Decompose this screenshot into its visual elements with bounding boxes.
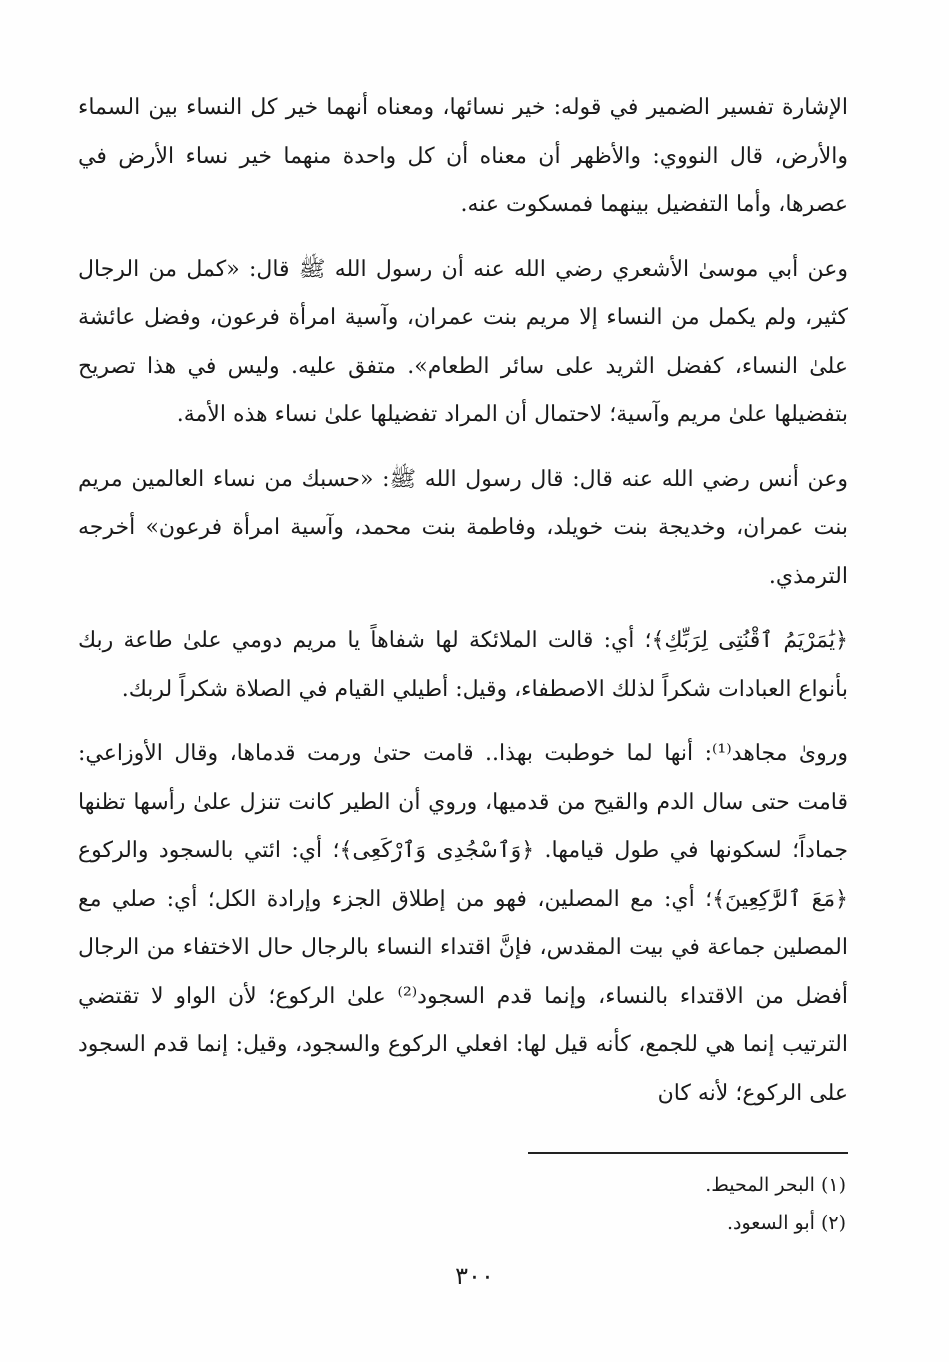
paragraph-5: وروىٰ مجاهد⁽¹⁾: أنها لما خوطبت بهذا.. قامت حتىٰ ورمت قدماها، وقال الأوزاعي: قامت حتى سال الدم والقيح من قدميها، وروي أن الطير كانت تنزل علىٰ رأسها تظنها جماداً؛ لسكونها في طول قيامها. ﴿وَٱسْجُدِى وَٱرْكَعِى﴾؛ أي: ائتي بالسجود والركوع ﴿مَعَ ٱلرَّٰكِعِينَ﴾؛ أي: مع المصلين، فهو من إطلاق الجزء وإرادة الكل؛ أي: صلي مع المصلين جماعة في بيت المقدس، فإنَّ اقتداء النساء بالرجال حال الاختفاء من الرجال أفضل من الاقتداء بالنساء، وإنما قدم السجود⁽²⁾ علىٰ الركوع؛ لأن الواو لا تقتضي الترتيب إنما هي للجمع، كأنه قيل لها: افعلي الركوع والسجود، وقيل: إنما قدم السجود على الركوع؛ لأنه كان [78, 741, 849, 1106]
footnote-divider [528, 1152, 848, 1154]
footnotes [528, 1166, 846, 1242]
page-body [78, 84, 848, 1118]
footnote-1: (١) البحر المحيط. [705, 1174, 846, 1196]
paragraph-4: ﴿يَٰمَرْيَمُ ٱقْنُتِى لِرَبِّكِ﴾؛ أي: قالت الملائكة لها شفاهاً يا مريم دومي علىٰ طاعة ربك بأنواع العبادات شكراً لذلك الاصطفاء، وقيل: أطيلي القيام في الصلاة شكراً لربك. [78, 628, 848, 702]
page-number: ٣٠٠ [455, 1262, 494, 1290]
paragraph-1: الإشارة تفسير الضمير في قوله: خير نسائها، ومعناه أنهما خير كل النساء بين السماء والأرض، قال النووي: والأظهر أن معناه أن كل واحدة منهما خير نساء الأرض في عصرها، وأما التفضيل بينهما فمسكوت عنه. [78, 95, 848, 217]
footnote-2: (٢) أبو السعود. [726, 1212, 846, 1234]
paragraph-3: وعن أنس رضي الله عنه قال: قال رسول الله ﷺ: «حسبك من نساء العالمين مريم بنت عمران، وخديجة بنت خويلد، وفاطمة بنت محمد، وآسية امرأة فرعون» أخرجه الترمذي. [78, 466, 848, 589]
paragraph-2: وعن أبي موسىٰ الأشعري رضي الله عنه أن رسول الله ﷺ قال: «كمل من الرجال كثير، ولم يكمل من النساء إلا مريم بنت عمران، وآسية امرأة فرعون، وفضل عائشة علىٰ النساء، كفضل الثريد على سائر الطعام». متفق عليه. وليس في هذا تصريح بتفضيلها علىٰ مريم وآسية؛ لاحتمال أن المراد تفضيلها علىٰ نساء هذه الأمة. [78, 256, 848, 427]
